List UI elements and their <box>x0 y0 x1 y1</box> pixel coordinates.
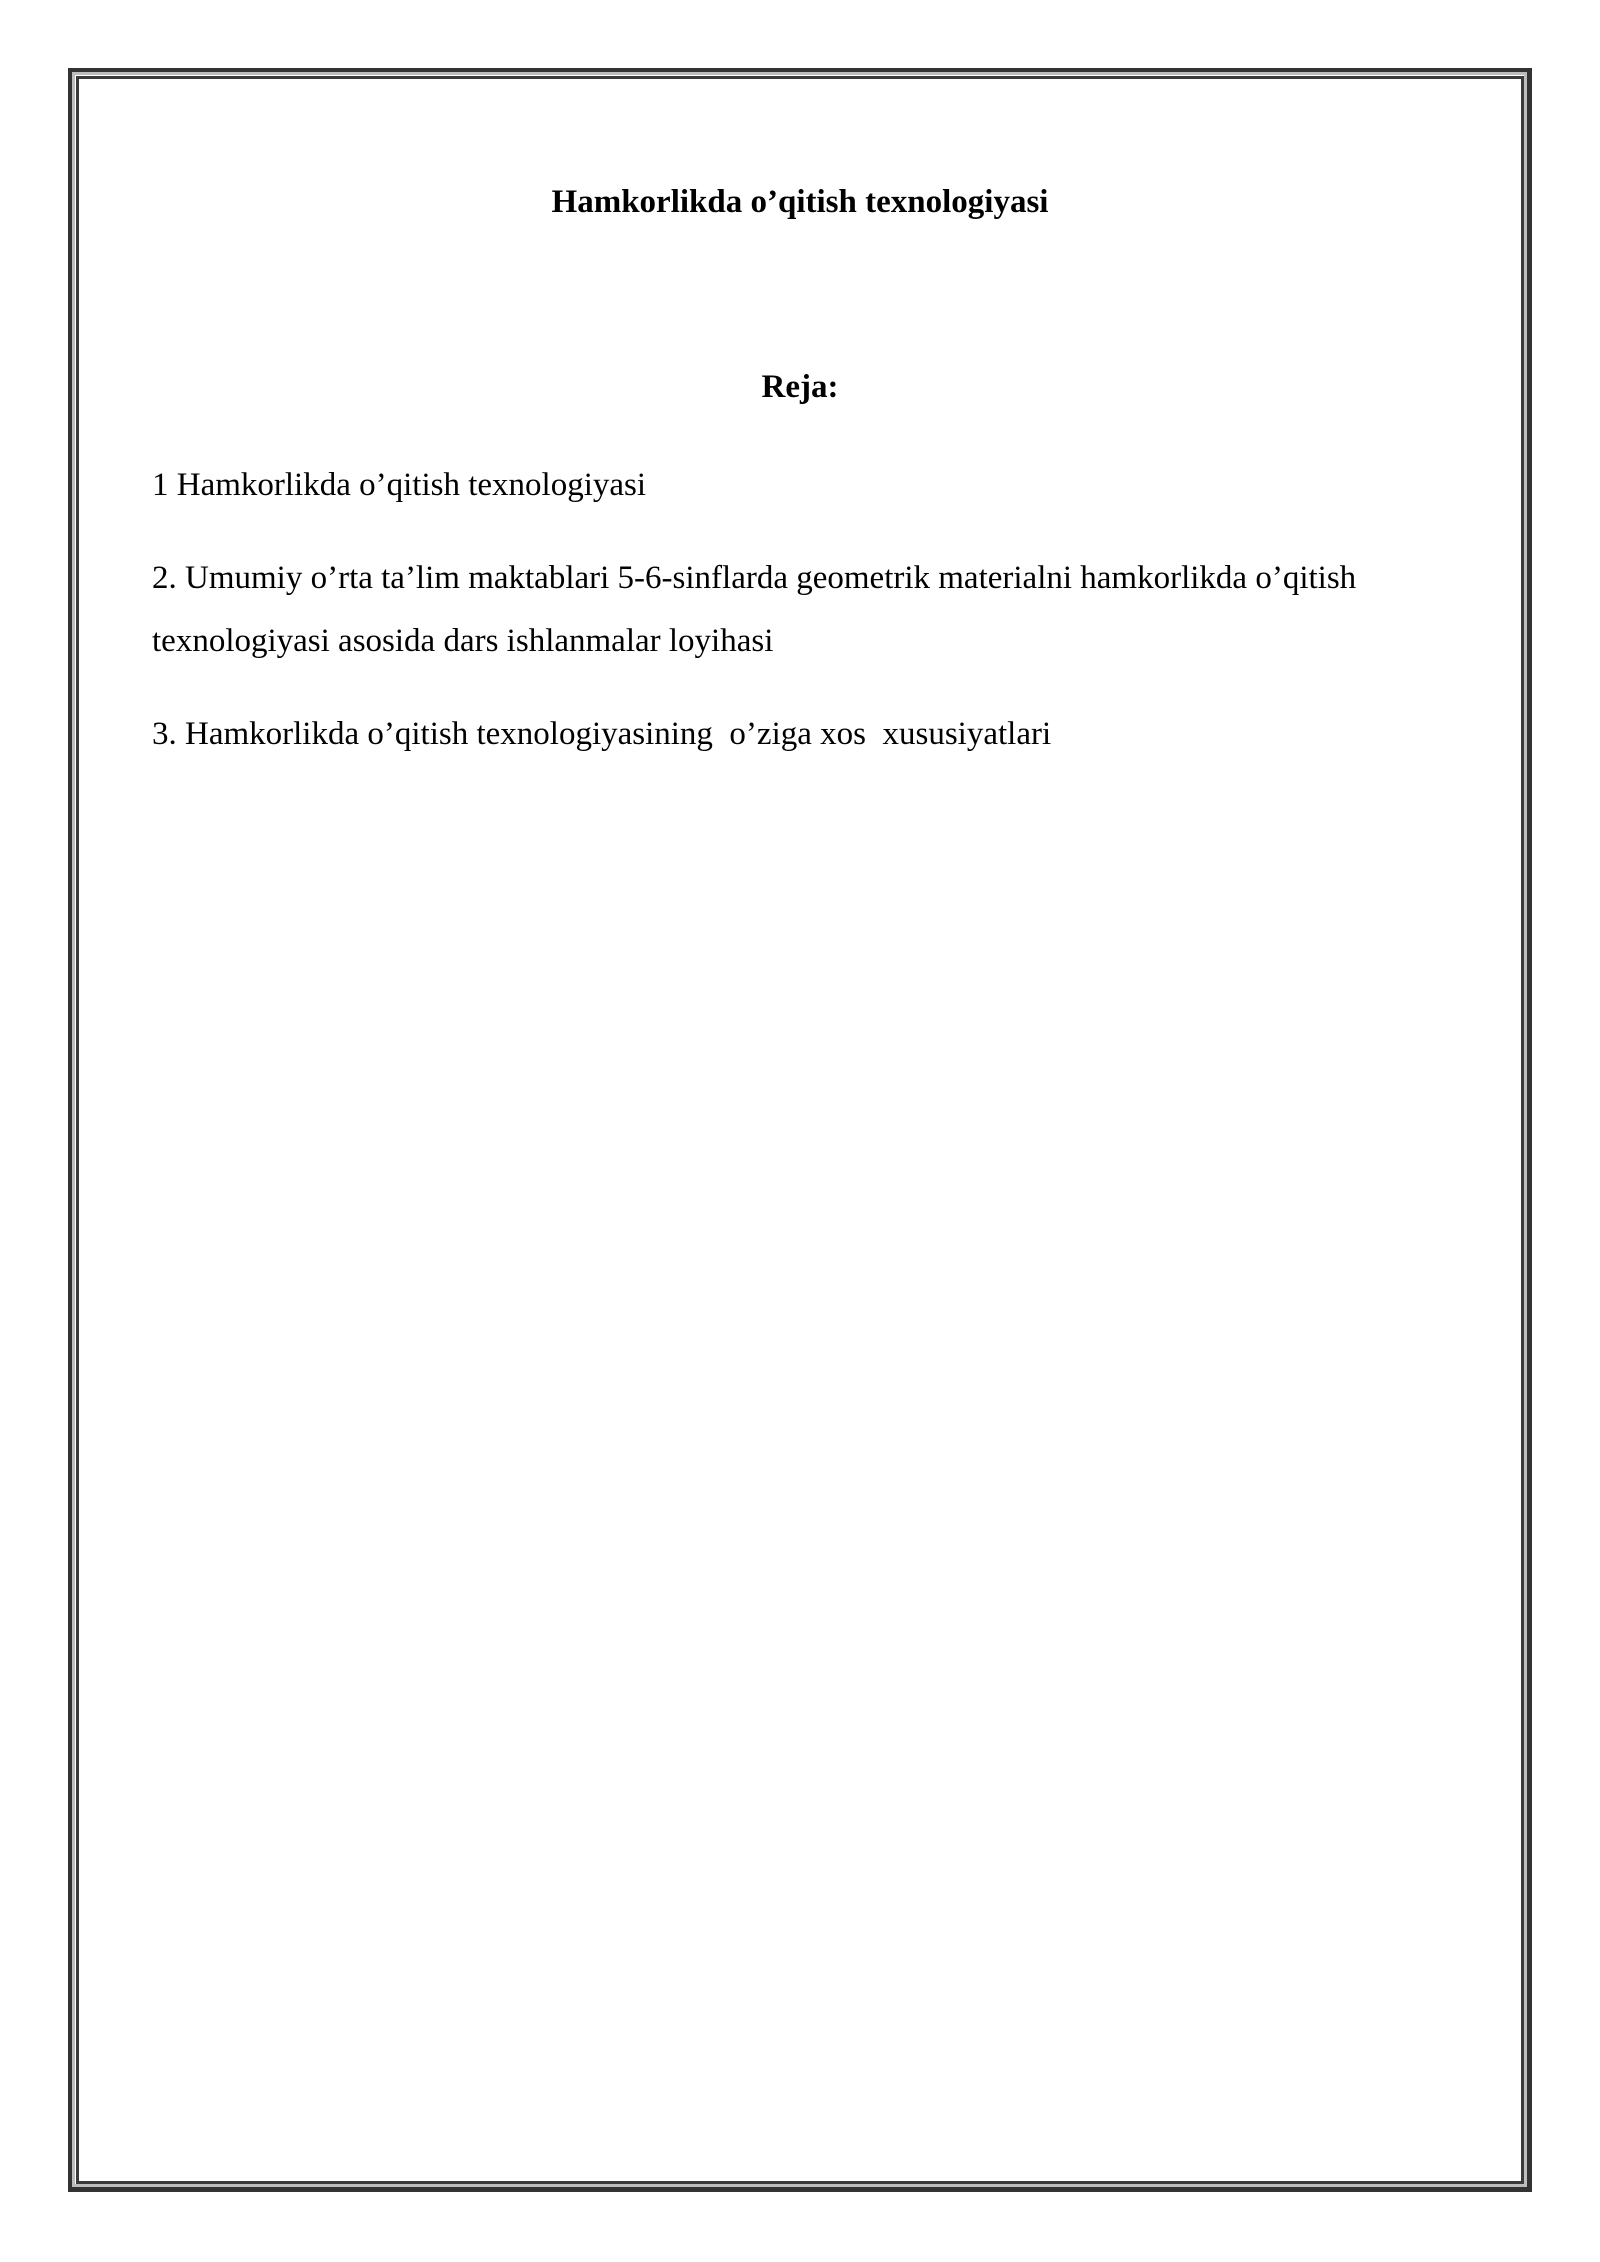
plan-heading: Reja: <box>761 369 839 405</box>
plan-list <box>152 454 1452 796</box>
plan-item-1: 1 Hamkorlikda o’qitish texnologiyasi <box>152 467 647 503</box>
document-title: Hamkorlikda o’qitish texnologiyasi <box>551 184 1049 220</box>
plan-item-2: 2. Umumiy o’rta ta’lim maktablari 5-6-sinflarda geometrik materialni hamkorlikda o’qitish texnologiyasi asosida dars ishlanmalar loyihasi <box>152 560 1365 659</box>
plan-item-3: 3. Hamkorlikda o’qitish texnologiyasining o’ziga xos xususiyatlari <box>152 716 1052 752</box>
